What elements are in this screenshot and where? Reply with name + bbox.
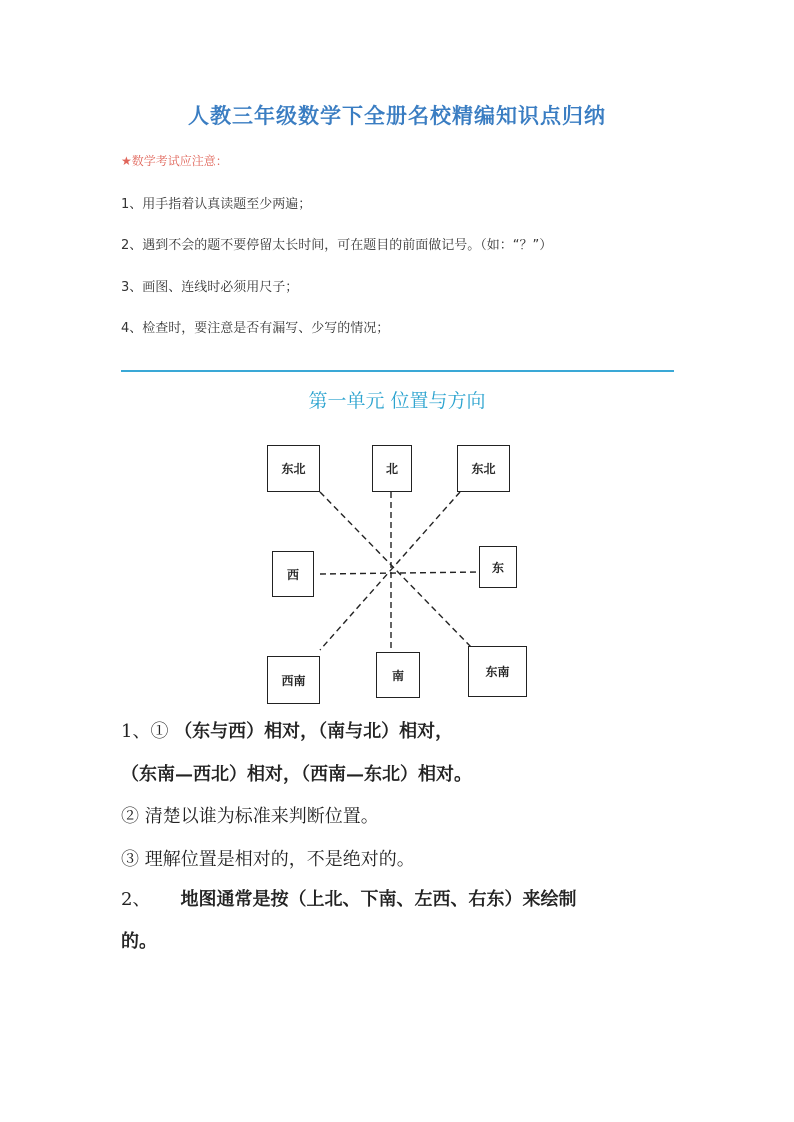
point-1-item-3: ③ 理解位置是相对的，不是绝对的。 <box>121 849 415 870</box>
exam-rule: 1、用手指着认真读题至少两遍； <box>121 197 312 212</box>
exam-rule: 2、遇到不会的题不要停留太长时间，可在题目的前面做记号。（如：“？”） <box>121 238 553 253</box>
point-2-line-1 <box>121 885 576 911</box>
point-2-line-2: 的。 <box>121 931 157 952</box>
point-1-item-2: ② 清楚以谁为标准来判断位置。 <box>121 806 379 827</box>
point-1-text-1: （东与西）相对，（南与北）相对， <box>174 721 454 742</box>
compass-box-southeast: 东南 <box>468 646 527 697</box>
point-2-prefix: 2、 <box>121 889 151 910</box>
compass-box-south: 南 <box>376 652 420 698</box>
exam-rule: 3、画图、连线时必须用尺子； <box>121 280 299 295</box>
point-2-text-1: 地图通常是按（上北、下南、左西、右东）来绘制 <box>180 889 577 910</box>
exam-notice-heading: ★数学考试应注意： <box>121 154 228 168</box>
point-1-line-1 <box>121 717 453 743</box>
compass-box-east: 东 <box>479 546 517 588</box>
compass-box-west: 西 <box>272 551 314 597</box>
compass-box-northeast: 东北 <box>457 445 510 492</box>
exam-rule: 4、检查时，要注意是否有漏写、少写的情况； <box>121 321 390 336</box>
document-title: 人教三年级数学下全册名校精编知识点归纳 <box>188 104 606 128</box>
compass-box-southwest: 西南 <box>267 656 320 704</box>
compass-box-north: 北 <box>372 445 412 492</box>
compass-box-northwest: 东北 <box>267 445 320 492</box>
compass-diagram <box>250 438 540 704</box>
section-divider <box>121 370 674 372</box>
point-1-line-2: （东南—西北）相对，（西南—东北）相对。 <box>121 764 472 785</box>
unit-title: 第一单元 位置与方向 <box>308 390 486 412</box>
point-1-prefix: 1、① <box>121 721 175 742</box>
